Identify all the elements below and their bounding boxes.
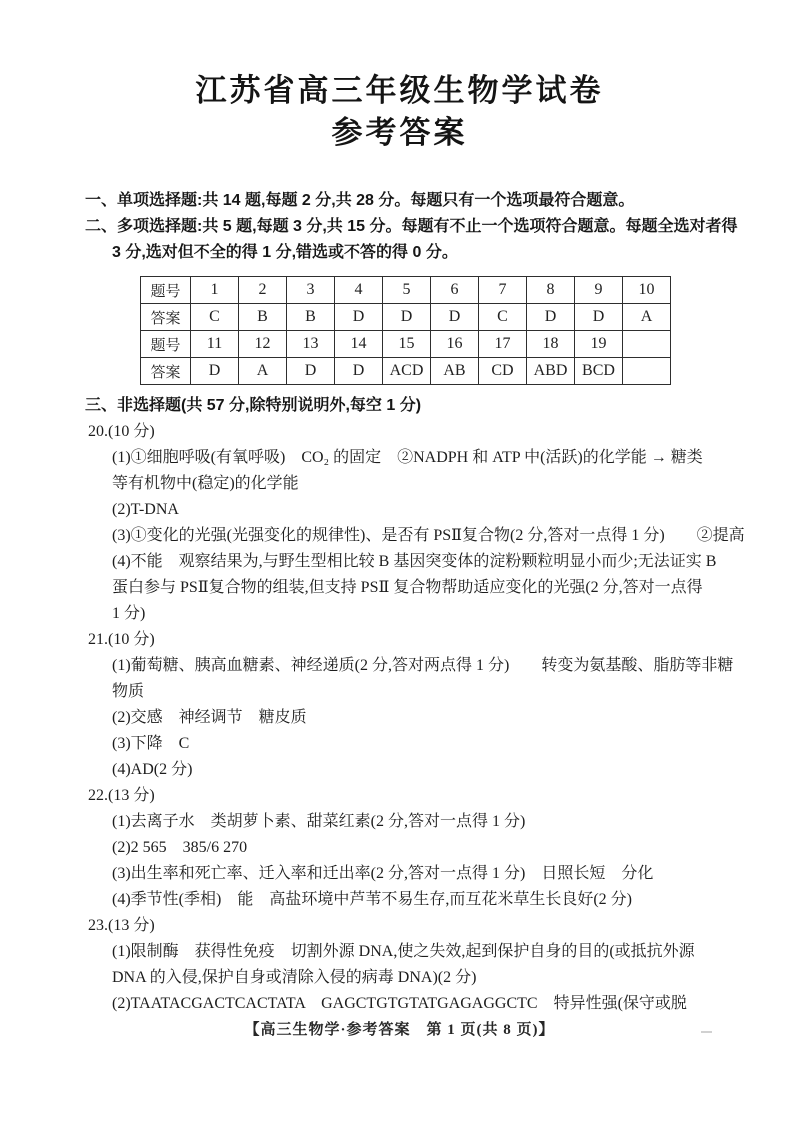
table-cell: C: [191, 304, 239, 331]
table-cell: D: [383, 304, 431, 331]
table-cell: D: [527, 304, 575, 331]
table-cell: 19: [575, 331, 623, 358]
question-21-number: 21.(10 分): [88, 631, 155, 648]
question-23-number: 23.(13 分): [88, 917, 155, 934]
question-23-answer-1: (1)限制酶 获得性免疫 切割外源 DNA,使之失效,起到保护自身的目的(或抵抗外源: [112, 943, 695, 960]
table-cell: D: [191, 358, 239, 385]
table-row-answers-1: [141, 304, 671, 331]
table-cell: 3: [287, 277, 335, 304]
table-cell: 11: [191, 331, 239, 358]
table-cell: 9: [575, 277, 623, 304]
question-20-answer-3: (3)①变化的光强(光强变化的规律性)、是否有 PSⅡ复合物(2 分,答对一点得 1 分) ②提高: [112, 527, 745, 544]
table-cell: BCD: [575, 358, 623, 385]
table-cell: ABD: [527, 358, 575, 385]
question-20-answer-1: (1)①细胞呼吸(有氧呼吸) CO₂ 的固定 ②NADPH 和 ATP 中(活跃)的化学能 → 糖类: [112, 449, 703, 466]
question-20-answer-1-cont: 等有机物中(稳定)的化学能: [112, 475, 299, 492]
table-cell: 13: [287, 331, 335, 358]
question-21-answer-1: (1)葡萄糖、胰高血糖素、神经递质(2 分,答对两点得 1 分) 转变为氨基酸、脂肪等非糖: [112, 657, 734, 674]
question-20-answer-4-end: 1 分): [112, 605, 146, 622]
table-row-qnums-1: [141, 277, 671, 304]
question-20-number: 20.(10 分): [88, 423, 155, 440]
table-cell: D: [431, 304, 479, 331]
section-1-instructions: 一、单项选择题:共 14 题,每题 2 分,共 28 分。每题只有一个选项最符合题意。: [85, 192, 635, 209]
table-cell: 答案: [141, 304, 191, 331]
table-cell: 8: [527, 277, 575, 304]
page-footer: 【高三生物学·参考答案 第 1 页(共 8 页)】: [244, 1022, 555, 1038]
question-23-answer-1-cont: DNA 的入侵,保护自身或清除入侵的病毒 DNA)(2 分): [112, 969, 477, 986]
question-20-answer-4: (4)不能 观察结果为,与野生型相比较 B 基因突变体的淀粉颗粒明显小而少;无法证实 B: [112, 553, 717, 570]
table-cell: B: [239, 304, 287, 331]
table-cell: 16: [431, 331, 479, 358]
exam-title: 江苏省高三年级生物学试卷: [195, 73, 604, 108]
question-22-answer-1: (1)去离子水 类胡萝卜素、甜菜红素(2 分,答对一点得 1 分): [112, 813, 526, 830]
table-cell: 题号: [141, 331, 191, 358]
table-cell: 17: [479, 331, 527, 358]
table-row-answers-2: [141, 358, 671, 385]
table-cell: AB: [431, 358, 479, 385]
table-cell: B: [287, 304, 335, 331]
table-cell: [623, 358, 671, 385]
table-cell: 1: [191, 277, 239, 304]
table-cell: 2: [239, 277, 287, 304]
table-cell: 14: [335, 331, 383, 358]
question-21-answer-3: (3)下降 C: [112, 735, 190, 752]
table-cell: A: [623, 304, 671, 331]
table-cell: D: [575, 304, 623, 331]
table-cell: D: [287, 358, 335, 385]
question-22-answer-4: (4)季节性(季相) 能 高盐环境中芦苇不易生存,而互花米草生长良好(2 分): [112, 891, 632, 908]
table-cell: 18: [527, 331, 575, 358]
table-cell: C: [479, 304, 527, 331]
table-cell: D: [335, 358, 383, 385]
table-cell: CD: [479, 358, 527, 385]
table-cell: 7: [479, 277, 527, 304]
table-cell: 15: [383, 331, 431, 358]
table-cell: 5: [383, 277, 431, 304]
question-22-answer-2: (2)2 565 385/6 270: [112, 839, 248, 856]
table-cell: D: [335, 304, 383, 331]
table-row-qnums-2: [141, 331, 671, 358]
question-23-answer-2: (2)TAATACGACTCACTATA GAGCTGTGTATGAGAGGCTC 特异性强(保守或脱: [112, 995, 687, 1012]
table-cell: 10: [623, 277, 671, 304]
question-21-answer-4: (4)AD(2 分): [112, 761, 193, 778]
question-20-answer-2: (2)T-DNA: [112, 501, 179, 518]
table-cell: A: [239, 358, 287, 385]
section-3-instructions: 三、非选择题(共 57 分,除特别说明外,每空 1 分): [85, 397, 422, 414]
section-2-instructions-line1: 二、多项选择题:共 5 题,每题 3 分,共 15 分。每题有不止一个选项符合题意。每题全选对者得: [85, 218, 738, 235]
table-cell: ACD: [383, 358, 431, 385]
table-cell: 12: [239, 331, 287, 358]
scan-smudge-artifact: [701, 1031, 712, 1033]
question-22-answer-3: (3)出生率和死亡率、迁入率和迁出率(2 分,答对一点得 1 分) 日照长短 分化: [112, 865, 654, 882]
table-cell: 答案: [141, 358, 191, 385]
answer-table: [140, 276, 671, 385]
question-21-answer-1-cont: 物质: [112, 683, 145, 700]
answer-key-subtitle: 参考答案: [331, 115, 468, 150]
table-cell: 4: [335, 277, 383, 304]
question-22-number: 22.(13 分): [88, 787, 155, 804]
question-20-answer-4-cont: 蛋白参与 PSⅡ复合物的组装,但支持 PSⅡ 复合物帮助适应变化的光强(2 分,答对一点得: [112, 579, 703, 596]
section-2-instructions-line2: 3 分,选对但不全的得 1 分,错选或不答的得 0 分。: [112, 244, 458, 261]
table-cell: [623, 331, 671, 358]
question-21-answer-2: (2)交感 神经调节 糖皮质: [112, 709, 307, 726]
table-cell: 6: [431, 277, 479, 304]
table-cell: 题号: [141, 277, 191, 304]
